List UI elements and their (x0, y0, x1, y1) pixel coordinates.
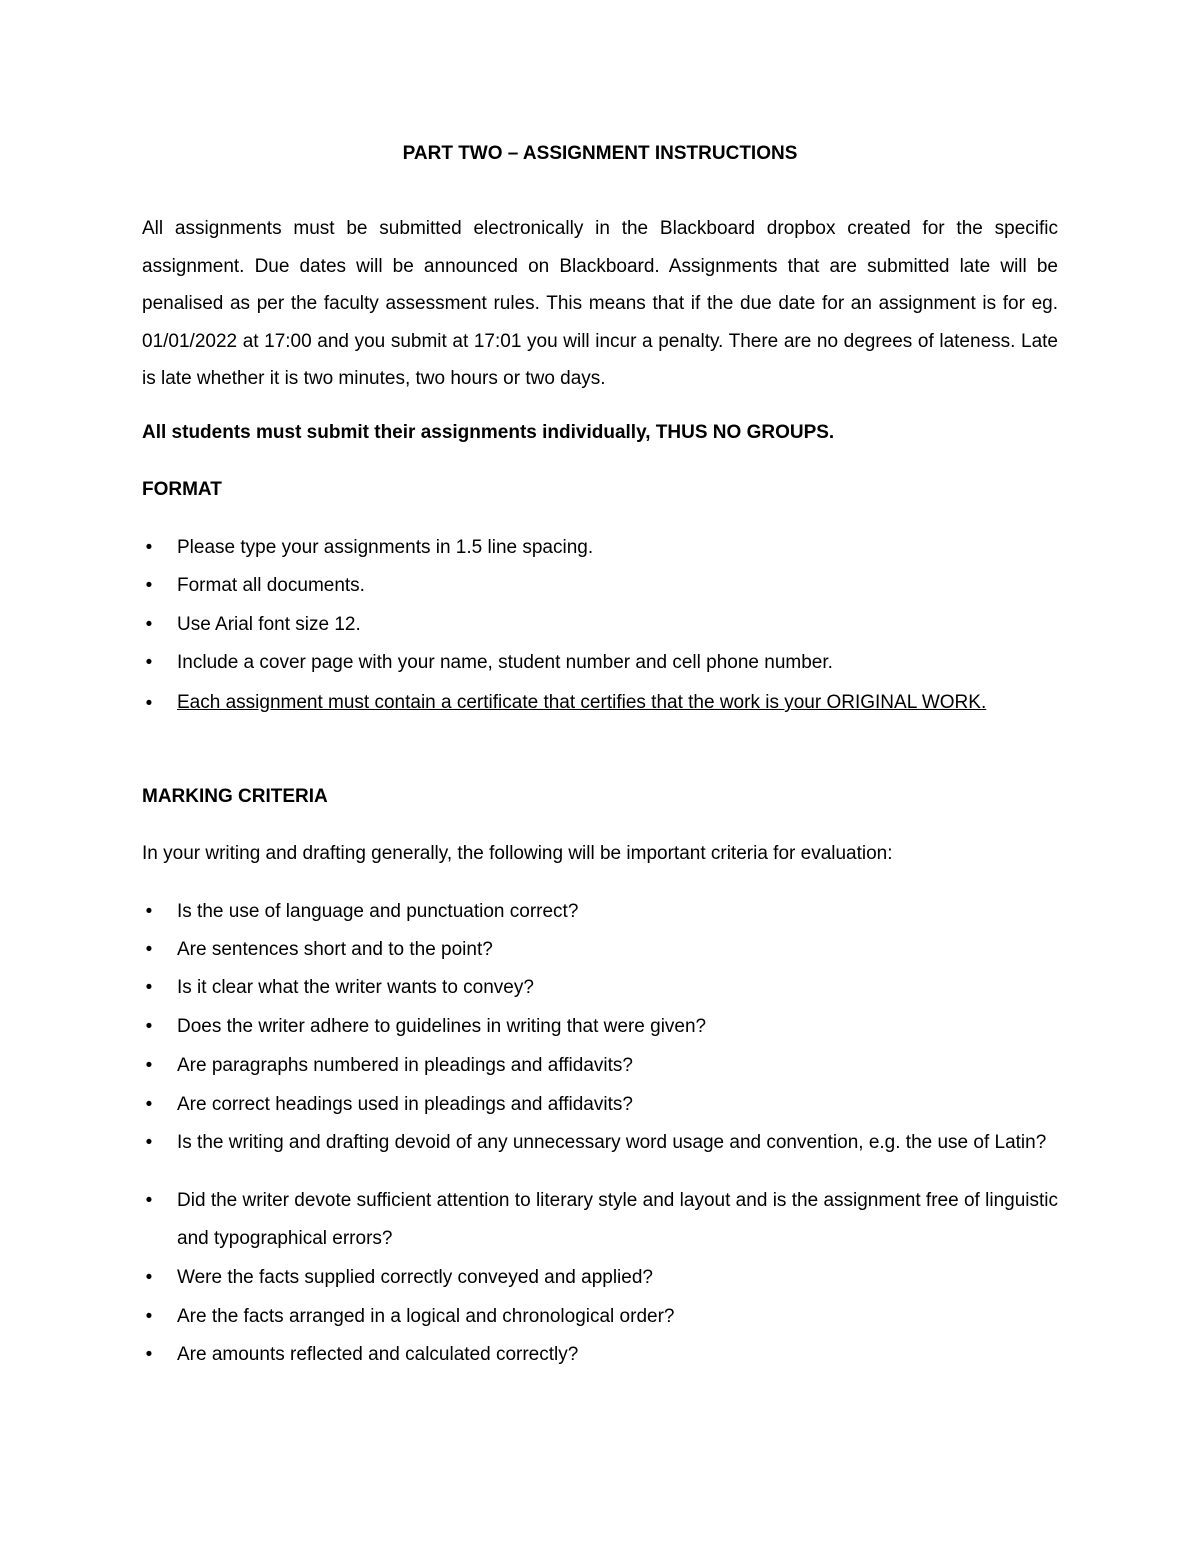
bullet-icon: • (145, 693, 153, 714)
criteria-item-text: Does the writer adhere to guidelines in writing that were given? (177, 1016, 707, 1037)
format-item-original-work (142, 684, 1058, 722)
criteria-item-text: Are sentences short and to the point? (177, 939, 493, 960)
format-heading: FORMAT (142, 479, 222, 500)
format-item-text: Include a cover page with your name, student number and cell phone number. (177, 652, 833, 673)
criteria-item (142, 1305, 1058, 1329)
marking-heading: MARKING CRITERIA (142, 786, 328, 807)
bullet-icon: • (145, 1016, 153, 1037)
bullet-icon: • (145, 575, 153, 596)
bullet-icon: • (145, 1055, 153, 1076)
group-notice: All students must submit their assignments individually, THUS NO GROUPS. (142, 422, 835, 443)
criteria-item (142, 1093, 1058, 1117)
criteria-item (142, 1266, 1058, 1290)
bullet-icon: • (145, 652, 153, 673)
criteria-item-text: Is it clear what the writer wants to convey? (177, 977, 534, 998)
bullet-icon: • (145, 1132, 153, 1153)
criteria-item (142, 900, 1058, 924)
criteria-item (142, 1054, 1058, 1078)
bullet-icon: • (145, 1344, 153, 1365)
criteria-item-text: Are paragraphs numbered in pleadings and affidavits? (177, 1055, 633, 1076)
format-item-text: Each assignment must contain a certificate that certifies that the work is your ORIGINAL WORK. (177, 692, 987, 713)
criteria-item (142, 1343, 1058, 1367)
format-item-text: Use Arial font size 12. (177, 614, 361, 635)
criteria-item-text: Are correct headings used in pleadings and affidavits? (177, 1094, 633, 1115)
criteria-item-text: Are the facts arranged in a logical and chronological order? (177, 1306, 675, 1327)
criteria-item-text: Are amounts reflected and calculated correctly? (177, 1344, 579, 1365)
bullet-icon: • (145, 1306, 153, 1327)
criteria-item (142, 1131, 1058, 1155)
format-item-text: Please type your assignments in 1.5 line spacing. (177, 537, 594, 558)
criteria-item-text: Did the writer devote sufficient attention to literary style and layout and is the assignment free of linguistic and typographical errors? (177, 1190, 1058, 1249)
format-item (142, 651, 1058, 675)
bullet-icon: • (145, 901, 153, 922)
bullet-icon: • (145, 939, 153, 960)
criteria-item (142, 1182, 1058, 1258)
format-item (142, 574, 1058, 598)
criteria-item-text: Is the writing and drafting devoid of any unnecessary word usage and convention, e.g. the use of Latin? (177, 1132, 1047, 1153)
bullet-icon: • (145, 537, 153, 558)
bullet-icon: • (145, 1094, 153, 1115)
criteria-item-text: Were the facts supplied correctly conveyed and applied? (177, 1267, 653, 1288)
criteria-item (142, 1015, 1058, 1039)
criteria-item-text: Is the use of language and punctuation correct? (177, 901, 579, 922)
criteria-item (142, 976, 1058, 1000)
page-title: PART TWO – ASSIGNMENT INSTRUCTIONS (402, 143, 798, 164)
marking-intro: In your writing and drafting generally, the following will be important criteria for evaluation: (142, 843, 893, 864)
bullet-icon: • (145, 614, 153, 635)
bullet-icon: • (145, 1190, 153, 1211)
bullet-icon: • (145, 1267, 153, 1288)
format-item-text: Format all documents. (177, 575, 365, 596)
intro-paragraph: All assignments must be submitted electronically in the Blackboard dropbox created for the specific assignment. Due dates will be announced on Blackboard. Assignments that are submitted late will be penalised as per the faculty assessment rules. This means that if the due date for an assignment is for eg. 01/01/2022 at 17:00 and you submit at 17:01 you will incur a penalty. There are no degrees of lateness. Late is late whether it is two minutes, two hours or two days. (142, 218, 1058, 389)
bullet-icon: • (145, 977, 153, 998)
format-item (142, 536, 1058, 560)
criteria-item (142, 938, 1058, 962)
format-item (142, 613, 1058, 637)
